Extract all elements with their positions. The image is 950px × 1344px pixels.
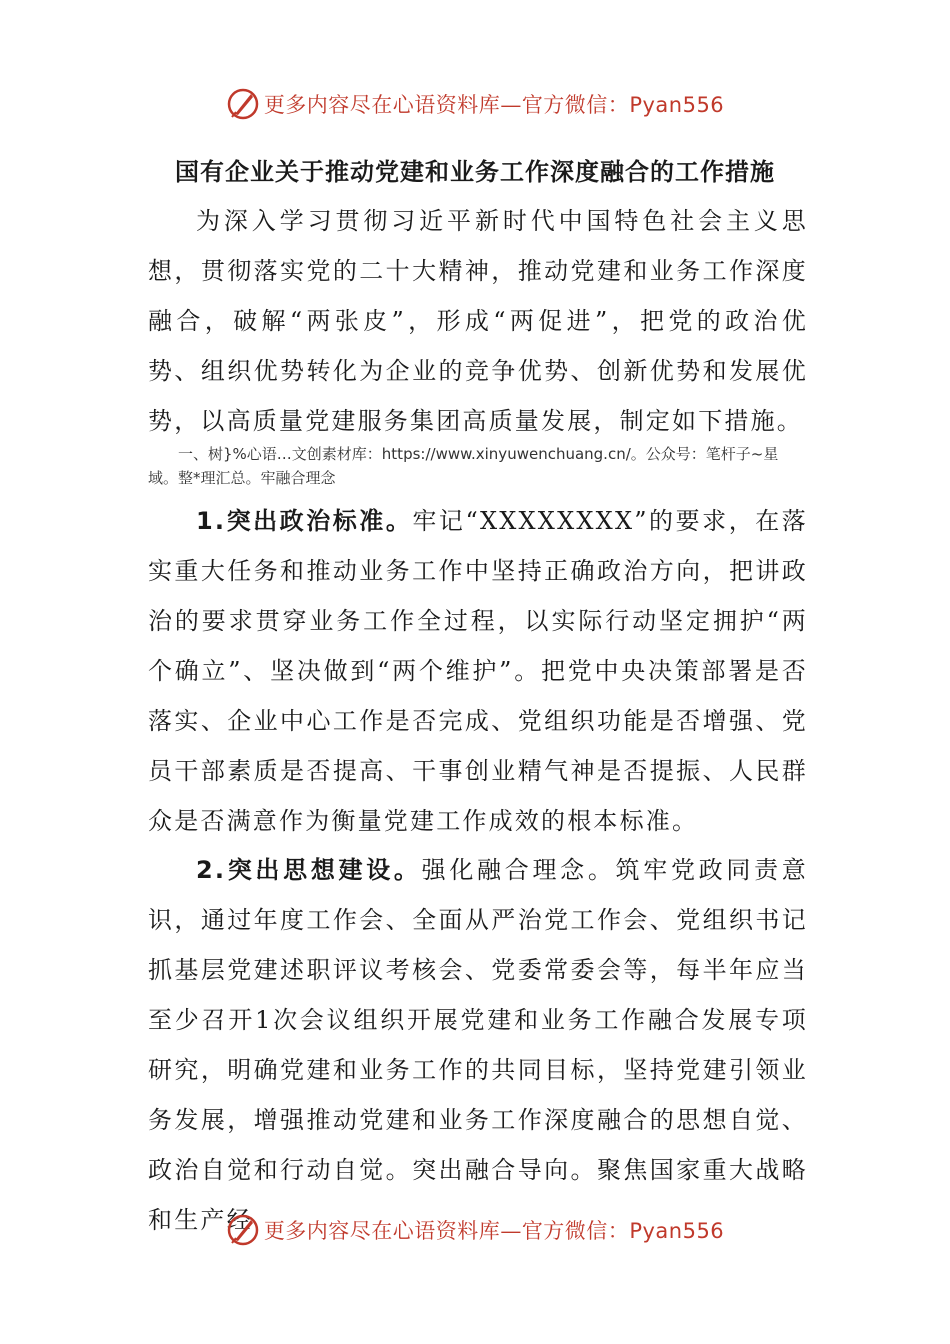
intro-paragraph: 为深入学习贯彻习近平新时代中国特色社会主义思想，贯彻落实党的二十大精神，推动党建和业务工作深度融合，破解“两张皮”，形成“两促进”，把党的政治优势、组织优势转化为企业的竞争优势、创新优势和发展优势，以高质量党建服务集团高质量发展，制定如下措施。 [148,207,808,435]
top-banner [0,84,950,124]
section-2-paragraph [148,845,808,1245]
bottom-banner [0,1210,950,1250]
section-2-heading: 2.突出思想建设。 [196,856,422,884]
banner-text: 更多内容尽在心语资料库—官方微信：Pyan556 [263,93,725,117]
section-2-body: 强化融合理念。筑牢党政同责意识，通过年度工作会、全面从严治党工作会、党组织书记抓基层党建述职评议考核会、党委常委会等，每半年应当至少召开1次会议组织开展党建和业务工作融合发展专项研究，明确党建和业务工作的共同目标，坚持党建引领业务发展，增强推动党建和业务工作深度融合的思想自觉、政治自觉和行动自觉。突出融合导向。聚焦国家重大战略和生产经 [148,856,808,1234]
wechat-id: Pyan556 [629,93,725,117]
quill-pen-logo-icon [226,87,260,121]
banner-text: 更多内容尽在心语资料库—官方微信：Pyan556 [263,1219,725,1243]
section-1-heading: 1.突出政治标准。 [196,507,413,535]
wechat-id: Pyan556 [629,1219,725,1243]
section-1-paragraph [148,496,808,846]
document-title: 国有企业关于推动党建和业务工作深度融合的工作措施 [175,157,775,186]
quill-pen-logo-icon [226,1213,260,1247]
watermark-note: 一、树}%心语…文创素材库：https://www.xinyuwenchuang.cn/。公众号：笔杆子~星域。整*理汇总。牢融合理念 [148,445,779,487]
section-1-body: 牢记“XXXXXXXX”的要求，在落实重大任务和推动业务工作中坚持正确政治方向，把讲政治的要求贯穿业务工作全过程，以实际行动坚定拥护“两个确立”、坚决做到“两个维护”。把党中央决策部署是否落实、企业中心工作是否完成、党组织功能是否增强、党员干部素质是否提高、干事创业精气神是否提振、人民群众是否满意作为衡量党建工作成效的根本标准。 [148,507,808,835]
